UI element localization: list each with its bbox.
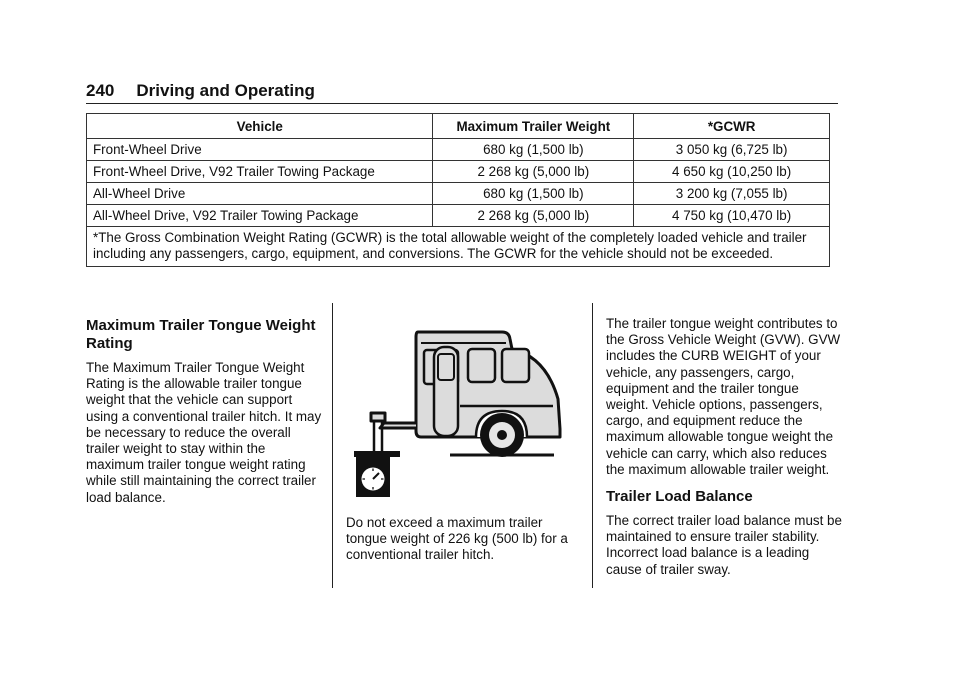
column-divider-right xyxy=(592,303,593,588)
max-trailer-weight-cell: 680 kg (1,500 lb) xyxy=(433,183,634,205)
trailer-tongue xyxy=(380,423,416,428)
max-trailer-weight-cell: 680 kg (1,500 lb) xyxy=(433,139,634,161)
table-row xyxy=(87,183,830,205)
page-header xyxy=(86,81,315,101)
table-row xyxy=(87,161,830,183)
gcwr-footnote: *The Gross Combination Weight Rating (GCWR) is the total allowable weight of the completely loaded vehicle and trailer including any passengers, cargo, equipment, and conversions. The GCWR for the vehicle should not be exceeded. xyxy=(87,227,830,267)
trailer-door-window xyxy=(438,354,454,380)
column-header-vehicle: Vehicle xyxy=(87,114,433,139)
trailer-wheel xyxy=(480,413,524,457)
table-row xyxy=(87,205,830,227)
header-rule xyxy=(86,103,838,104)
vehicle-cell: Front-Wheel Drive, V92 Trailer Towing Package xyxy=(87,161,433,183)
section-title: Driving and Operating xyxy=(136,81,315,100)
vehicle-cell: All-Wheel Drive xyxy=(87,183,433,205)
gcwr-cell: 4 750 kg (10,470 lb) xyxy=(634,205,830,227)
tongue-weight-heading: Maximum Trailer Tongue Weight Rating xyxy=(86,317,316,352)
table-header-row xyxy=(87,114,830,139)
right-column xyxy=(606,316,842,578)
table-row xyxy=(87,139,830,161)
hitch-post xyxy=(374,419,382,451)
gcwr-cell: 3 050 kg (6,725 lb) xyxy=(634,139,830,161)
illustration-caption: Do not exceed a maximum trailer tongue weight of 226 kg (500 lb) for a conventional trailer hitch. xyxy=(346,515,568,563)
towing-capacity-table xyxy=(86,113,830,267)
trailer-scale-illustration xyxy=(346,327,566,502)
vehicle-cell: All-Wheel Drive, V92 Trailer Towing Package xyxy=(87,205,433,227)
vehicle-cell: Front-Wheel Drive xyxy=(87,139,433,161)
gcwr-cell: 4 650 kg (10,250 lb) xyxy=(634,161,830,183)
hitch-coupler xyxy=(371,413,385,421)
column-divider-left xyxy=(332,303,333,588)
load-balance-body: The correct trailer load balance must be maintained to ensure trailer stability. Incorrect load balance is a leading cause of trailer sway. xyxy=(606,513,842,577)
tongue-weight-body: The Maximum Trailer Tongue Weight Rating is the allowable trailer tongue weight that the vehicle can support using a conventional trailer hitch. It may be necessary to reduce the overall trailer weight to stay within the maximum trailer tongue weight rating while still maintaining the correct trailer load balance. xyxy=(86,360,322,505)
gvw-paragraph: The trailer tongue weight contributes to the Gross Vehicle Weight (GVW). GVW includes the CURB WEIGHT of your vehicle, any passengers, cargo, equipment and the trailer tongue weight. Vehicle options, passengers, cargo, and equipment reduce the maximum allowable tongue weight the vehicle can carry, which also reduces the maximum allowable trailer weight. xyxy=(606,316,841,477)
column-header-gcwr: *GCWR xyxy=(634,114,830,139)
left-column xyxy=(86,317,322,506)
gcwr-cell: 3 200 kg (7,055 lb) xyxy=(634,183,830,205)
column-header-max-trailer-weight: Maximum Trailer Weight xyxy=(433,114,634,139)
load-balance-heading: Trailer Load Balance xyxy=(606,488,753,506)
trailer-side-window xyxy=(502,349,529,382)
max-trailer-weight-cell: 2 268 kg (5,000 lb) xyxy=(433,205,634,227)
scale-icon xyxy=(354,451,400,497)
page-number: 240 xyxy=(86,81,115,100)
trailer-side-window xyxy=(468,349,495,382)
table-footnote-row xyxy=(87,227,830,267)
max-trailer-weight-cell: 2 268 kg (5,000 lb) xyxy=(433,161,634,183)
middle-column xyxy=(346,515,578,564)
